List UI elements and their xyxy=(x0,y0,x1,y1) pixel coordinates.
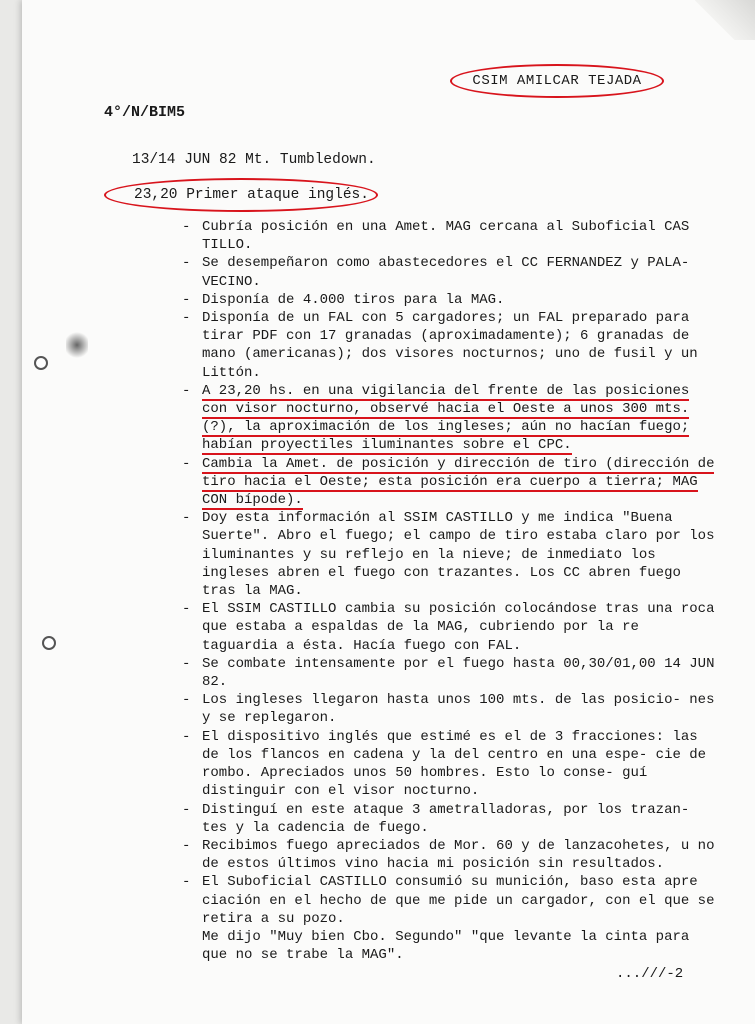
report-item-text: Doy esta información al SSIM CASTILLO y me indica "Buena Suerte". Abro el fuego; el campo de tiro estaba claro por los iluminantes y su reflejo en la nieve; de inmediato los ingleses abren el fuego con trazantes. Los CC abren fuego tras la MAG. xyxy=(202,510,715,600)
report-item xyxy=(182,309,722,382)
report-item-text: El SSIM CASTILLO cambia su posición colocándose tras una roca que estaba a espaldas de la MAG, cubriendo por la re taguardia a ésta. Hacía fuego con FAL. xyxy=(202,601,715,654)
page-fold xyxy=(695,0,755,40)
report-item-text: Los ingleses llegaron hasta unos 100 mts. de las posicio- nes y se replegaron. xyxy=(202,692,715,727)
report-items xyxy=(182,218,722,964)
report-item-text: Cubría posición en una Amet. MAG cercana al Suboficial CAS TILLO. xyxy=(202,219,690,254)
unit-code: 4°/N/BIM5 xyxy=(104,104,186,121)
dash-bullet: - xyxy=(182,874,191,891)
dash-bullet: - xyxy=(182,601,191,618)
report-item xyxy=(182,509,722,600)
dash-bullet: - xyxy=(182,837,191,854)
dash-bullet: - xyxy=(182,801,191,818)
dash-bullet: - xyxy=(182,382,191,399)
dash-bullet: - xyxy=(182,692,191,709)
report-item-text: El dispositivo inglés que estimé es el de 3 fracciones: las de los flancos en cadena y la del centro en una espe- cie de rombo. Apreciados unos 50 hombres. Esto lo conse- guí distinguir con el visor nocturno. xyxy=(202,728,707,800)
report-item xyxy=(182,600,722,655)
report-item-text: Se combate intensamente por el fuego hasta 00,30/01,00 14 JUN 82. xyxy=(202,655,715,691)
report-item-text: Se desempeñaron como abastecedores el CC FERNANDEZ y PALA- VECINO. xyxy=(202,255,690,290)
report-item xyxy=(182,291,722,309)
report-item xyxy=(182,728,722,801)
report-item-text: Disponía de un FAL con 5 cargadores; un FAL preparado para tirar PDF con 17 granadas (aproximadamente); 6 granadas de mano (americanas); dos visores nocturnos; uno de fusil y un Littón. xyxy=(202,310,698,381)
report-item-text: A 23,20 hs. en una vigilancia del frente de las posiciones con visor nocturno, observé hacia el Oeste a unos 300 mts. (?), la aproximación de los ingleses; aún no hacían fuego; habían proyectiles iluminantes sobre el CPC. xyxy=(202,382,690,454)
report-item xyxy=(182,928,722,964)
dash-bullet: - xyxy=(182,510,191,527)
attack-line-text: 23,20 Primer ataque inglés. xyxy=(134,187,369,203)
report-item-text: Distinguí en este ataque 3 ametralladoras, por los trazan- tes y la cadencia de fuego. xyxy=(202,801,690,836)
report-item-text: El Suboficial CASTILLO consumió su munición, baso esta apre ciación en el hecho de que me pide un cargador, con el que se retira a su pozo. xyxy=(202,874,715,927)
attack-line xyxy=(104,178,378,212)
report-item xyxy=(182,382,722,455)
dash-bullet: - xyxy=(182,655,191,672)
page-continuation: ...///-2 xyxy=(616,966,684,982)
report-item xyxy=(182,801,722,837)
dash-bullet: - xyxy=(182,219,191,235)
header-name: CSIM AMILCAR TEJADA xyxy=(450,64,664,98)
report-item xyxy=(182,837,722,873)
report-item xyxy=(182,455,722,510)
report-item-text: Cambia la Amet. de posición y dirección de tiro (dirección de tiro hacia el Oeste; esta posición era cuerpo a tierra; MAG CON bípode). xyxy=(202,455,715,509)
report-item-text: Disponía de 4.000 tiros para la MAG. xyxy=(202,291,505,308)
report-item xyxy=(182,873,722,928)
document-page xyxy=(22,0,755,1024)
dash-bullet: - xyxy=(182,728,191,745)
report-item xyxy=(182,691,722,727)
punch-hole xyxy=(34,356,48,370)
dash-bullet: - xyxy=(182,310,191,327)
ink-smudge xyxy=(66,330,88,360)
report-item-text: Me dijo "Muy bien Cbo. Segundo" "que levante la cinta para que no se trabe la MAG". xyxy=(202,928,690,964)
dash-bullet: - xyxy=(182,255,191,272)
report-item-text: Recibimos fuego apreciados de Mor. 60 y de lanzacohetes, u no de estos últimos vino hacia mi posición sin resultados. xyxy=(202,837,715,873)
dash-bullet: - xyxy=(182,291,191,308)
date-line: 13/14 JUN 82 Mt. Tumbledown. xyxy=(132,152,376,168)
report-item xyxy=(182,655,722,691)
punch-hole xyxy=(42,636,56,650)
report-item xyxy=(182,218,722,254)
dash-bullet: - xyxy=(182,455,191,472)
report-item xyxy=(182,254,722,290)
